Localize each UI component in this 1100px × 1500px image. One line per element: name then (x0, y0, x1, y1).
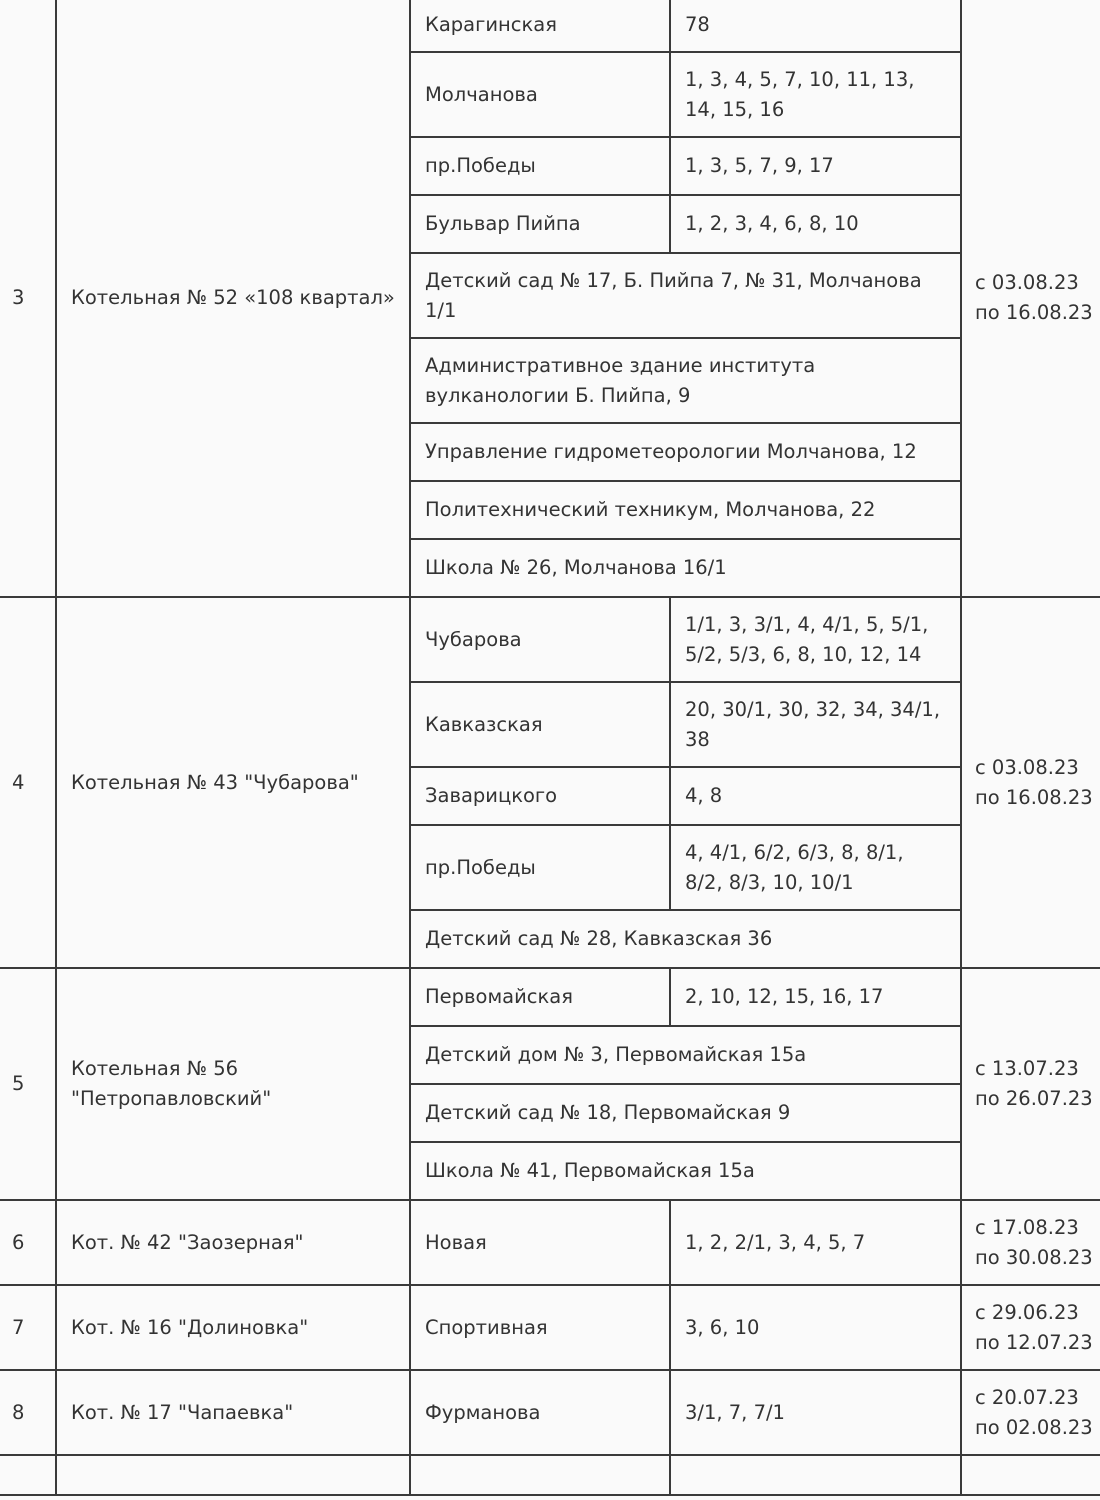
outage-period (961, 1200, 1100, 1285)
street-cell: Заварицкого (410, 767, 670, 825)
outage-period (961, 1285, 1100, 1370)
row-number (0, 1455, 56, 1495)
row-number: 6 (0, 1200, 56, 1285)
period-start: с 17.08.23 (975, 1215, 1079, 1239)
row-number: 5 (0, 968, 56, 1200)
period-end: по 30.08.23 (975, 1245, 1093, 1269)
street-cell: Новая (410, 1200, 670, 1285)
object-cell: Детский сад № 18, Первомайская 9 (410, 1084, 961, 1142)
house-numbers-cell: 4, 8 (670, 767, 961, 825)
period-start: с 20.07.23 (975, 1385, 1079, 1409)
period-start: с 13.07.23 (975, 1057, 1079, 1080)
table-row (0, 1285, 1100, 1370)
street-cell: Бульвар Пийпа (410, 195, 670, 253)
period-start: с 03.08.23 (975, 755, 1079, 779)
row-number: 3 (0, 0, 56, 597)
house-numbers-cell: 2, 10, 12, 15, 16, 17 (670, 968, 961, 1026)
boiler-house-name: Котельная № 43 "Чубарова" (56, 597, 410, 968)
period-end: по 02.08.23 (975, 1415, 1093, 1439)
row-number: 8 (0, 1370, 56, 1455)
period-end: по 12.07.23 (975, 1330, 1093, 1354)
object-cell: Детский сад № 28, Кавказская 36 (410, 910, 961, 968)
street-cell (410, 1455, 670, 1495)
object-cell: Детский дом № 3, Первомайская 15а (410, 1026, 961, 1084)
boiler-house-name (56, 1455, 410, 1495)
outage-period (961, 0, 1100, 597)
house-numbers-cell: 1, 3, 5, 7, 9, 17 (670, 137, 961, 195)
street-cell: Чубарова (410, 597, 670, 682)
house-numbers-cell: 3, 6, 10 (670, 1285, 961, 1370)
house-numbers-cell: 3/1, 7, 7/1 (670, 1370, 961, 1455)
table-row (0, 968, 1100, 1026)
period-end: по 16.08.23 (975, 785, 1093, 809)
row-number: 4 (0, 597, 56, 968)
boiler-house-name: Кот. № 16 "Долиновка" (56, 1285, 410, 1370)
house-numbers-cell: 20, 30/1, 30, 32, 34, 34/1, 38 (670, 682, 961, 767)
table-row (0, 1455, 1100, 1495)
boiler-house-name: Котельная № 56 "Петропавловский" (56, 968, 410, 1200)
boiler-house-name: Кот. № 42 "Заозерная" (56, 1200, 410, 1285)
object-cell: Политехнический техникум, Молчанова, 22 (410, 481, 961, 539)
period-end: по 16.08.23 (975, 300, 1093, 324)
street-cell: пр.Победы (410, 825, 670, 910)
row-number: 7 (0, 1285, 56, 1370)
boiler-house-name: Кот. № 17 "Чапаевка" (56, 1370, 410, 1455)
house-numbers-cell: 4, 4/1, 6/2, 6/3, 8, 8/1, 8/2, 8/3, 10, 10/1 (670, 825, 961, 910)
house-numbers-cell (670, 1455, 961, 1495)
period-start: с 03.08.23 (975, 270, 1079, 294)
table-row (0, 1200, 1100, 1285)
outage-period (961, 968, 1100, 1200)
table-row (0, 1370, 1100, 1455)
period-end: по 26.07.23 (975, 1087, 1093, 1110)
street-cell: Спортивная (410, 1285, 670, 1370)
outage-period (961, 1370, 1100, 1455)
object-cell: Детский сад № 17, Б. Пийпа 7, № 31, Молчанова 1/1 (410, 253, 961, 338)
period-start: с 29.06.23 (975, 1300, 1079, 1324)
street-cell: Молчанова (410, 52, 670, 137)
object-cell: Школа № 41, Первомайская 15а (410, 1142, 961, 1200)
outage-period (961, 597, 1100, 968)
street-cell: Фурманова (410, 1370, 670, 1455)
table-row (0, 597, 1100, 682)
street-cell: Карагинская (410, 0, 670, 52)
boiler-house-name: Котельная № 52 «108 квартал» (56, 0, 410, 597)
street-cell: Кавказская (410, 682, 670, 767)
house-numbers-cell: 1/1, 3, 3/1, 4, 4/1, 5, 5/1, 5/2, 5/3, 6, 8, 10, 12, 14 (670, 597, 961, 682)
house-numbers-cell: 1, 2, 3, 4, 6, 8, 10 (670, 195, 961, 253)
house-numbers-cell: 1, 3, 4, 5, 7, 10, 11, 13, 14, 15, 16 (670, 52, 961, 137)
house-numbers-cell: 78 (670, 0, 961, 52)
table-row (0, 0, 1100, 52)
object-cell: Школа № 26, Молчанова 16/1 (410, 539, 961, 597)
street-cell: Первомайская (410, 968, 670, 1026)
street-cell: пр.Победы (410, 137, 670, 195)
outage-period (961, 1455, 1100, 1495)
object-cell: Административное здание института вулканологии Б. Пийпа, 9 (410, 338, 961, 423)
house-numbers-cell: 1, 2, 2/1, 3, 4, 5, 7 (670, 1200, 961, 1285)
object-cell: Управление гидрометеорологии Молчанова, 12 (410, 423, 961, 481)
